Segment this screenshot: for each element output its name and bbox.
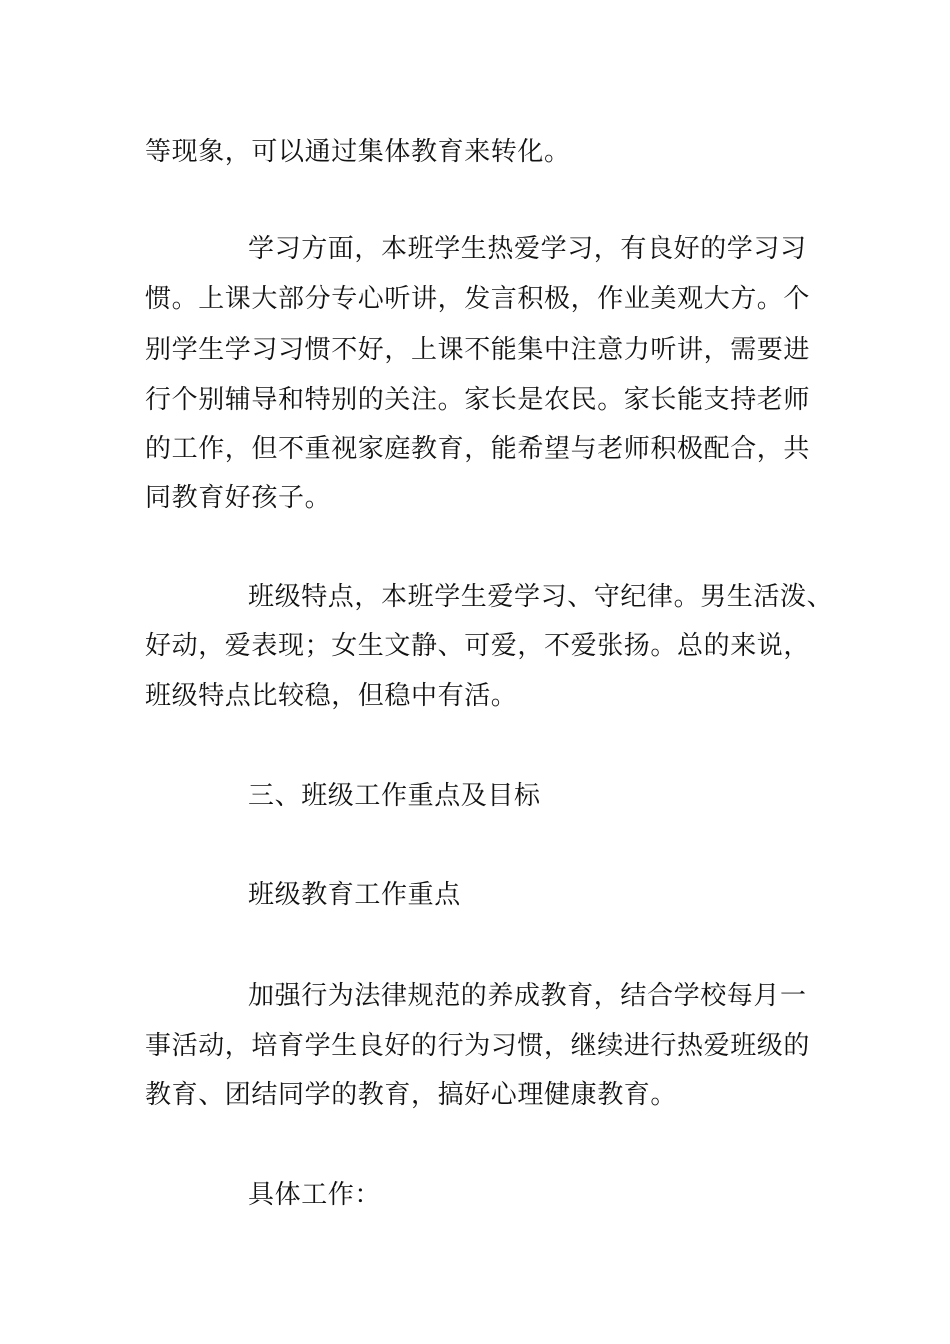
text-line: 行个别辅导和特别的关注。家长是农民。家长能支持老师 <box>145 385 811 415</box>
text-line: 别学生学习习惯不好，上课不能集中注意力听讲，需要进 <box>145 335 811 365</box>
section-heading: 三、班级工作重点及目标 <box>248 781 541 811</box>
paragraph-start-line: 加强行为法律规范的养成教育，结合学校每月一 <box>248 981 807 1011</box>
text-line: 等现象，可以通过集体教育来转化。 <box>145 137 571 167</box>
text-line: 事活动，培育学生良好的行为习惯，继续进行热爱班级的 <box>145 1031 811 1061</box>
paragraph-start-line: 学习方面，本班学生热爱学习，有良好的学习习 <box>248 234 807 264</box>
text-line: 同教育好孩子。 <box>145 483 332 513</box>
subsection-heading: 具体工作： <box>248 1180 382 1210</box>
subsection-heading: 班级教育工作重点 <box>248 880 461 910</box>
paragraph-start-line: 班级特点，本班学生爱学习、守纪律。男生活泼、 <box>248 582 834 612</box>
text-line: 班级特点比较稳，但稳中有活。 <box>145 681 518 711</box>
text-line: 的工作，但不重视家庭教育，能希望与老师积极配合，共 <box>145 434 811 464</box>
text-line: 教育、团结同学的教育，搞好心理健康教育。 <box>145 1080 678 1110</box>
text-line: 惯。上课大部分专心听讲，发言积极，作业美观大方。个 <box>145 284 811 314</box>
text-line: 好动，爱表现；女生文静、可爱，不爱张扬。总的来说， <box>145 631 811 661</box>
